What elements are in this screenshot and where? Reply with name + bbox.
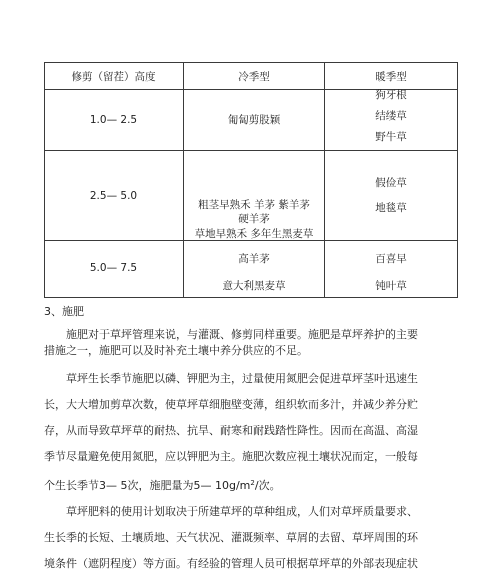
warm-grass: 狗牙根 [375,89,407,101]
text-line: 存，从而导致草坪草的耐热、抗旱、耐寒和耐践踏性降性。因而在高温、高湿 [44,424,418,437]
section-heading: 3、施肥 [44,305,84,318]
warm-grass: 地毯草 [375,202,407,214]
superscript: 2 [250,479,255,487]
warm-grass: 钝叶草 [375,280,407,292]
paragraph-growing-season [44,366,460,499]
text-line [44,470,460,499]
cool-grass: 硬羊茅 [238,213,270,225]
text-line: 草坪肥料的使用计划取决于所建草坪的草种组成，人们对草坪质量要求、 [66,505,418,518]
paragraph-fertilizer-intro [44,327,460,359]
cool-grass: 粗茎早熟禾 羊茅 紫羊茅 [198,199,310,211]
table-border-right [457,62,458,298]
header-cool-season: 冷季型 [238,71,270,83]
rate-suffix: /次。 [254,479,281,492]
text-line: 季节尽量避免使用氮肥，应以钾肥为主。施肥次数应视土壤状况而定，一般每 [44,450,418,463]
header-height: 修剪（留茬）高度 [71,71,156,83]
table-border-bottom [44,297,458,298]
text-line: 境条件（遮阴程度）等方面。有经验的管理人员可根据草坪草的外部表现症状 [44,557,418,570]
table-border-top [44,62,458,63]
row-height: 1.0— 2.5 [89,114,138,126]
cool-grass: 匍匐剪股颖 [227,114,281,126]
header-warm-season: 暖季型 [375,71,407,83]
cool-grass: 意大利黑麦草 [222,280,286,292]
warm-grass: 假俭草 [375,177,407,189]
paragraph-fertilizer-plan [44,499,460,577]
text-line: 施肥对于草坪管理来说，与灌溉、修剪同样重要。施肥是草坪养护的主要 [66,328,418,341]
warm-grass: 野牛草 [375,131,407,143]
cool-grass: 草地早熟禾 多年生黑麦草 [194,228,314,240]
text-line: 措施之一，施肥可以及时补充土壤中养分供应的不足。 [44,344,308,357]
row-height: 2.5— 5.0 [89,190,138,202]
warm-grass: 结缕草 [375,110,407,122]
table-rule [44,150,458,151]
text-line: 生长季的长短、土壤质地、天气状况、灌溉频率、草屑的去留、草坪周围的环 [44,531,418,544]
mowing-height-table [44,62,458,298]
text-line: 草坪生长季节施肥以磷、钾肥为主，过量使用氮肥会促进草坪茎叶迅速生 [66,372,418,385]
rate-text: 个生长季节3— 5次，施肥量为5— 10g/m [44,479,251,492]
warm-grass: 百喜早 [375,253,407,265]
cool-grass: 高羊茅 [238,253,270,265]
row-height: 5.0— 7.5 [89,262,138,274]
text-line: 长，大大增加剪草次数，使草坪草细胞壁变薄，组织软而多汁，并减少养分贮 [44,398,418,411]
